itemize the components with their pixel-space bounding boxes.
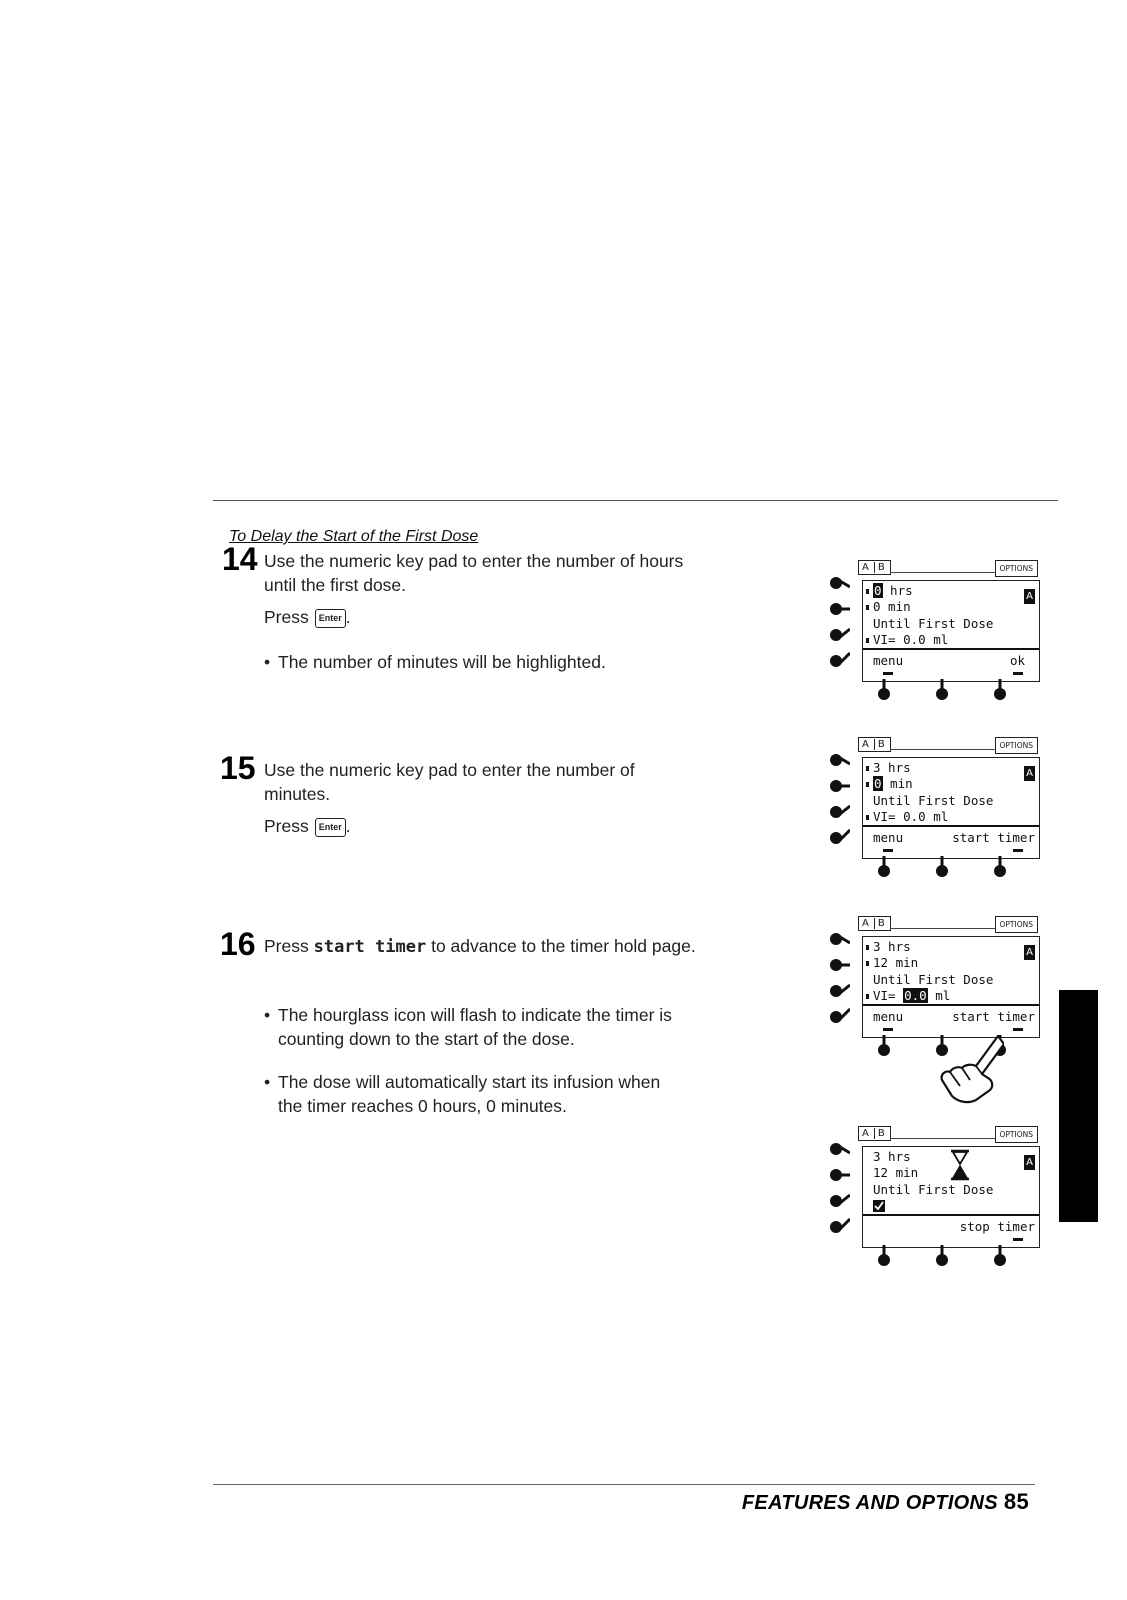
hours-line: 0 hrs bbox=[874, 583, 913, 598]
minutes-line: 12 min bbox=[873, 1165, 919, 1180]
hours-value: 0 bbox=[874, 583, 882, 598]
softkey-right-button[interactable] bbox=[992, 856, 1008, 878]
side-button-icon bbox=[828, 751, 850, 769]
step-16-bullet-1 bbox=[264, 1003, 694, 1051]
pump-display-2 bbox=[828, 733, 1043, 878]
softkey-left-button[interactable] bbox=[876, 1035, 892, 1057]
step-number-16: 16 bbox=[220, 926, 256, 962]
lcd-screen bbox=[862, 936, 1040, 1038]
softkey-right-button[interactable] bbox=[992, 679, 1008, 701]
press-label: Press bbox=[264, 816, 309, 836]
side-button-icon bbox=[828, 600, 850, 618]
softkey-right-button[interactable] bbox=[992, 1245, 1008, 1267]
step-15-text bbox=[264, 758, 684, 838]
softkey-middle-button[interactable] bbox=[934, 856, 950, 878]
options-tab: OPTIONS bbox=[995, 737, 1039, 754]
step-number-14: 14 bbox=[222, 541, 258, 577]
channel-a-badge: A bbox=[1024, 1155, 1035, 1170]
footer-rule bbox=[213, 1484, 1035, 1485]
step-14-press: Press Enter . bbox=[264, 607, 351, 627]
side-button-icon bbox=[828, 777, 850, 795]
softkey-middle-button[interactable] bbox=[934, 679, 950, 701]
volume-value: 0.0 bbox=[904, 988, 927, 1003]
pump-display-4 bbox=[828, 1122, 1043, 1267]
step-14-text bbox=[264, 549, 684, 629]
side-button-icon bbox=[828, 930, 850, 948]
minutes-line: 0 min bbox=[873, 599, 911, 614]
softkey-menu-label: menu bbox=[873, 653, 904, 668]
step-number-15: 15 bbox=[220, 750, 256, 786]
step-16-bullet-2 bbox=[264, 1070, 694, 1118]
step-16-text-after: to advance to the timer hold page. bbox=[431, 936, 696, 956]
bullet-icon: • bbox=[264, 1005, 271, 1025]
until-first-dose-line: Until First Dose bbox=[873, 793, 994, 808]
page-footer bbox=[742, 1489, 1029, 1515]
until-first-dose-line: Until First Dose bbox=[873, 972, 994, 987]
footer-title: FEATURES AND OPTIONS bbox=[741, 1492, 998, 1514]
options-tab: OPTIONS bbox=[995, 560, 1039, 577]
step-15-press: Press Enter . bbox=[264, 816, 351, 836]
press-label: Press bbox=[264, 607, 309, 627]
side-button-icon bbox=[828, 1140, 850, 1158]
side-button-icon bbox=[828, 982, 850, 1000]
step-16-instruction bbox=[264, 934, 704, 959]
softkey-left-button[interactable] bbox=[876, 679, 892, 701]
step-14-instruction: Use the numeric key pad to enter the number of hours until the first dose. bbox=[264, 551, 684, 595]
side-button-icon bbox=[828, 652, 850, 670]
enter-key-icon: Enter bbox=[315, 818, 346, 837]
lcd-screen bbox=[862, 580, 1040, 682]
minutes-line: 0 min bbox=[874, 776, 913, 791]
side-button-icon bbox=[828, 1218, 850, 1236]
pressing-hand-icon bbox=[932, 1030, 1004, 1106]
softkey-start-timer-label: start timer bbox=[952, 830, 1035, 845]
channel-tab: A B bbox=[858, 1126, 891, 1141]
step-15-instruction: Use the numeric key pad to enter the number of minutes. bbox=[264, 760, 635, 804]
softkey-left-button[interactable] bbox=[876, 856, 892, 878]
softkey-stop-timer-label: stop timer bbox=[959, 1219, 1035, 1234]
hourglass-icon bbox=[949, 1149, 971, 1181]
side-button-icon bbox=[828, 829, 850, 847]
bullet-icon: • bbox=[264, 1072, 271, 1092]
minutes-value: 0 bbox=[874, 776, 882, 791]
bullet-icon: • bbox=[264, 652, 271, 672]
bullet-text: The dose will automatically start its infusion when the timer reaches 0 hours, 0 minutes. bbox=[278, 1072, 661, 1116]
channel-a-badge: A bbox=[1024, 766, 1035, 781]
step-16-text-before: Press bbox=[264, 936, 309, 956]
side-button-icon bbox=[828, 1166, 850, 1184]
volume-infused-line: VI= 0.0 ml bbox=[873, 988, 951, 1003]
until-first-dose-line: Until First Dose bbox=[873, 616, 994, 631]
channel-a-badge: A bbox=[1024, 589, 1035, 604]
enter-key-icon: Enter bbox=[315, 609, 346, 628]
softkey-ok-label: ok bbox=[1009, 653, 1025, 668]
minutes-line: 12 min bbox=[873, 955, 919, 970]
bullet-text: The hourglass icon will flash to indicate the timer is counting down to the start of the dose. bbox=[278, 1005, 672, 1049]
channel-tab: A B bbox=[858, 916, 891, 931]
side-button-icon bbox=[828, 1008, 850, 1026]
softkey-middle-button[interactable] bbox=[934, 1245, 950, 1267]
checkmark-icon bbox=[873, 1200, 885, 1212]
until-first-dose-line: Until First Dose bbox=[873, 1182, 994, 1197]
lcd-screen bbox=[862, 1146, 1040, 1248]
side-button-icon bbox=[828, 1192, 850, 1210]
hours-line: 3 hrs bbox=[873, 939, 911, 954]
hours-line: 3 hrs bbox=[873, 1149, 911, 1164]
side-button-icon bbox=[828, 574, 850, 592]
volume-infused-line: VI= 0.0 ml bbox=[873, 809, 949, 824]
side-button-icon bbox=[828, 626, 850, 644]
section-heading: To Delay the Start of the First Dose bbox=[229, 528, 479, 545]
side-button-icon bbox=[828, 803, 850, 821]
bullet-text: The number of minutes will be highlighted. bbox=[278, 652, 606, 672]
pump-display-1 bbox=[828, 556, 1043, 701]
softkey-left-button[interactable] bbox=[876, 1245, 892, 1267]
softkey-start-timer-label: start timer bbox=[952, 1009, 1035, 1024]
channel-tab: A B bbox=[858, 737, 891, 752]
options-tab: OPTIONS bbox=[995, 1126, 1039, 1143]
side-button-icon bbox=[828, 956, 850, 974]
volume-infused-line: VI= 0.0 ml bbox=[873, 632, 949, 647]
step-14-bullet bbox=[264, 650, 664, 674]
channel-a-badge: A bbox=[1024, 945, 1035, 960]
frame-line bbox=[890, 572, 995, 573]
step-16-text bbox=[264, 934, 704, 959]
softkey-menu-label: menu bbox=[873, 830, 904, 845]
start-timer-command: start timer bbox=[313, 937, 427, 957]
softkey-menu-label: menu bbox=[873, 1009, 904, 1024]
options-tab: OPTIONS bbox=[995, 916, 1039, 933]
chapter-tab-marker bbox=[1059, 990, 1098, 1222]
page-number: 85 bbox=[1003, 1489, 1029, 1514]
lcd-screen bbox=[862, 757, 1040, 859]
hours-line: 3 hrs bbox=[873, 760, 911, 775]
channel-tab: A B bbox=[858, 560, 891, 575]
section-rule bbox=[213, 500, 1058, 501]
